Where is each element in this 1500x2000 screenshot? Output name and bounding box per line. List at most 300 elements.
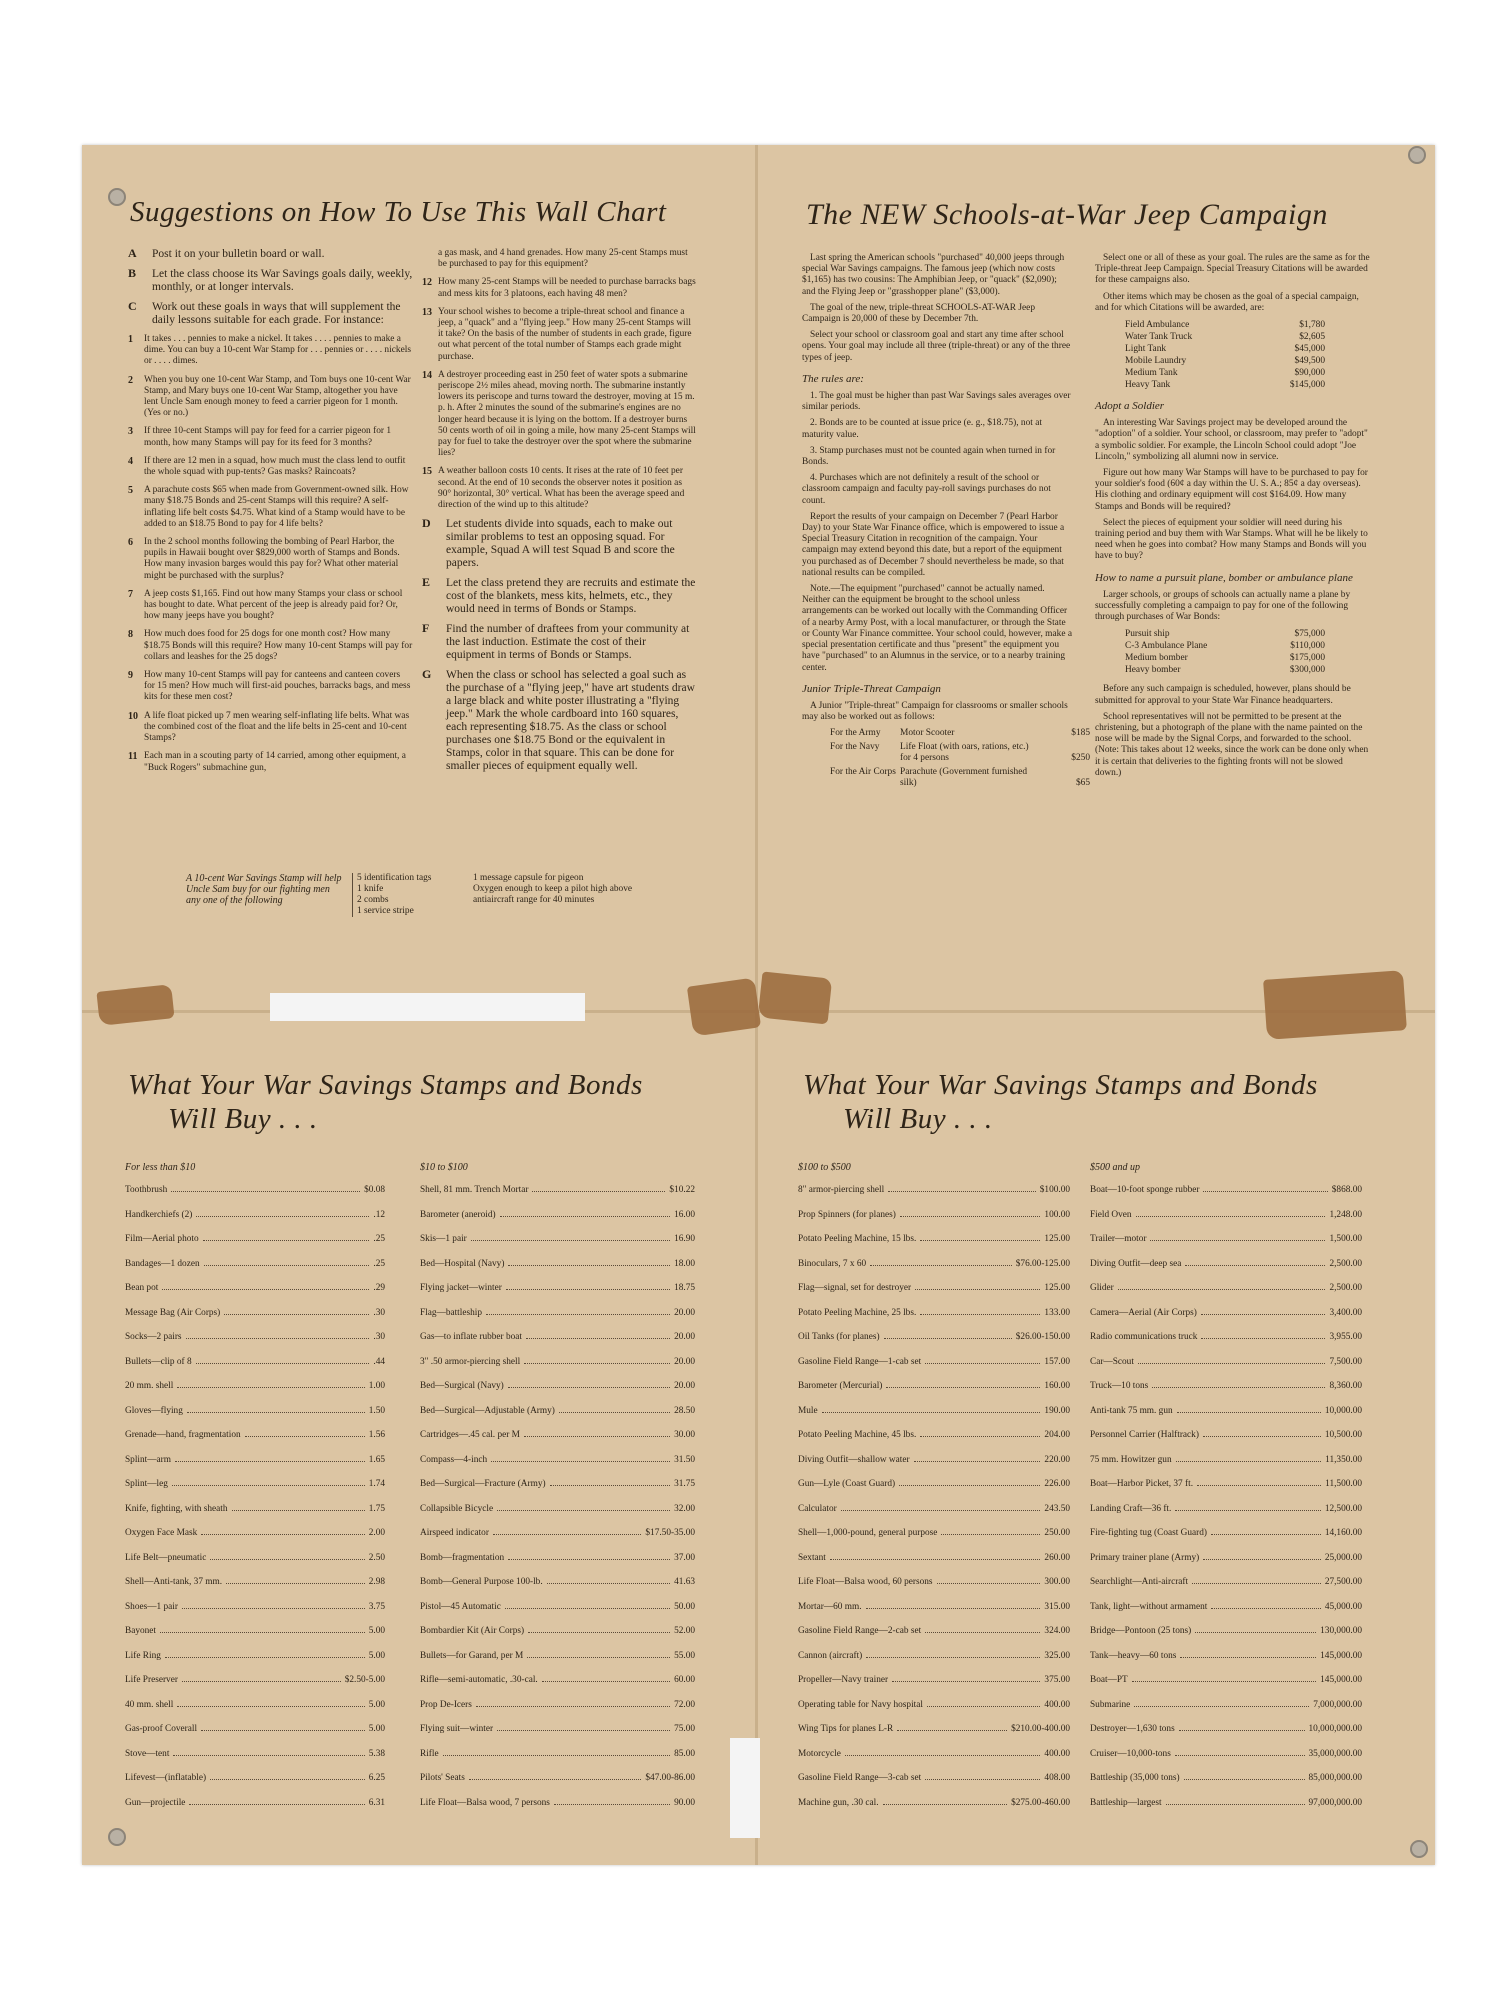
item-price: 37.00 bbox=[674, 1552, 695, 1563]
item-name: Prop Spinners (for planes) bbox=[798, 1209, 896, 1220]
intro-paragraph: Select your school or classroom goal and start any time after school opens. Your goal may include all three (triple-threat) or any of the three types of jeep. bbox=[802, 330, 1071, 363]
item-price: 400.00 bbox=[1044, 1699, 1070, 1710]
goal-item-price: $2,605 bbox=[1299, 332, 1325, 343]
price-row bbox=[420, 1626, 695, 1651]
price-list-heading: For less than $10 bbox=[125, 1162, 196, 1173]
dot-leader bbox=[1211, 1534, 1321, 1535]
item-name: Bombardier Kit (Air Corps) bbox=[420, 1626, 525, 1636]
suggestion-item bbox=[128, 456, 413, 478]
price-row bbox=[420, 1528, 695, 1553]
suggestion-label: 5 bbox=[128, 485, 133, 497]
item-price: .30 bbox=[373, 1332, 385, 1342]
item-price: 375.00 bbox=[1044, 1675, 1070, 1685]
item-price: 5.00 bbox=[368, 1724, 385, 1734]
item-price: 160.00 bbox=[1044, 1381, 1070, 1391]
item-name: Radio communications truck bbox=[1090, 1332, 1198, 1342]
dot-leader bbox=[189, 1804, 364, 1805]
dot-leader bbox=[508, 1559, 670, 1560]
dot-leader bbox=[182, 1681, 341, 1682]
item-name: Searchlight—Anti-aircraft bbox=[1090, 1577, 1189, 1587]
goal-item-price: $49,500 bbox=[1294, 356, 1325, 367]
footnote-lead: A 10-cent War Savings Stamp will help Uncle Sam buy for our fighting men any one of the following bbox=[186, 873, 342, 906]
item-price: 315.00 bbox=[1044, 1601, 1070, 1612]
dot-leader bbox=[866, 1608, 1041, 1609]
item-price: 1,500.00 bbox=[1329, 1234, 1362, 1244]
suggestion-text: A jeep costs $1,165. Find out how many Stamps your class or school has bought to date. What percent of the jeep is already paid for? Or, how many jeeps have you bought? bbox=[144, 588, 403, 622]
dot-leader bbox=[888, 1191, 1036, 1192]
dot-leader bbox=[925, 1779, 1040, 1780]
item-name: Anti-tank 75 mm. gun bbox=[1090, 1405, 1173, 1416]
dot-leader bbox=[845, 1755, 1041, 1756]
price-row bbox=[1090, 1675, 1362, 1700]
item-price: 18.75 bbox=[674, 1283, 695, 1293]
dot-leader bbox=[182, 1608, 365, 1609]
price-row bbox=[125, 1798, 385, 1823]
item-name: Airspeed indicator bbox=[420, 1528, 489, 1538]
item-price: $47.00-86.00 bbox=[645, 1773, 695, 1783]
item-price: 16.90 bbox=[674, 1234, 695, 1244]
dot-leader bbox=[469, 1779, 642, 1780]
price-row bbox=[798, 1381, 1070, 1406]
item-price: $275.00-460.00 bbox=[1011, 1797, 1070, 1808]
suggestion-label: E bbox=[422, 575, 431, 590]
dot-leader bbox=[559, 1412, 670, 1413]
junior-row bbox=[830, 741, 1090, 765]
item-name: Skis—1 pair bbox=[420, 1234, 467, 1244]
item-price: 35,000,000.00 bbox=[1308, 1748, 1362, 1759]
dot-leader bbox=[822, 1412, 1041, 1413]
item-price: 20.00 bbox=[674, 1307, 695, 1318]
plane-item-name: Pursuit ship bbox=[1125, 629, 1170, 640]
price-row bbox=[125, 1773, 385, 1798]
dot-leader bbox=[1203, 1436, 1321, 1437]
dot-leader bbox=[1118, 1289, 1326, 1290]
item-name: Flying suit—winter bbox=[420, 1724, 494, 1734]
price-row bbox=[125, 1259, 385, 1284]
suggestion-item bbox=[128, 334, 413, 368]
plane-heading: How to name a pursuit plane, bomber or ambulance plane bbox=[1095, 571, 1353, 584]
dot-leader bbox=[172, 1485, 365, 1486]
suggestion-item bbox=[128, 426, 413, 448]
item-price: 125.00 bbox=[1044, 1283, 1070, 1293]
item-price: 220.00 bbox=[1044, 1454, 1070, 1465]
dot-leader bbox=[204, 1265, 370, 1266]
item-name: Knife, fighting, with sheath bbox=[125, 1503, 228, 1514]
suggestion-label: A bbox=[128, 246, 137, 260]
dot-leader bbox=[1176, 1461, 1322, 1462]
will-buy-title-left-line1: What Your War Savings Stamps and Bonds bbox=[128, 1069, 643, 1101]
item-price: $17.50-35.00 bbox=[645, 1528, 695, 1538]
item-price: .30 bbox=[373, 1307, 385, 1318]
item-name: Shell, 81 mm. Trench Mortar bbox=[420, 1185, 529, 1195]
item-name: Gloves—flying bbox=[125, 1405, 183, 1416]
price-list-heading: $500 and up bbox=[1090, 1162, 1140, 1173]
price-row bbox=[1090, 1455, 1362, 1480]
price-list-heading: $100 to $500 bbox=[798, 1162, 851, 1173]
price-row bbox=[798, 1798, 1070, 1823]
item-name: Life Belt—pneumatic bbox=[125, 1552, 207, 1563]
item-price: $868.00 bbox=[1331, 1185, 1362, 1195]
price-row bbox=[798, 1283, 1070, 1308]
dot-leader bbox=[1150, 1240, 1325, 1241]
item-name: Field Oven bbox=[1090, 1209, 1132, 1220]
price-row bbox=[798, 1479, 1070, 1504]
item-price: 8,360.00 bbox=[1329, 1381, 1362, 1391]
item-name: Propeller—Navy trainer bbox=[798, 1675, 889, 1685]
plane-paragraph: School representatives will not be permitted to be present at the christening, but a photograph of the plane with the name painted on the nose will be made by the Signal Corps, and forwarded to the school. (Note: This takes about 12 weeks, since the work can be done only when it is certain that deliveries to the fighting fronts will not be slowed down.) bbox=[1095, 711, 1369, 778]
goal-item-price: $145,000 bbox=[1289, 380, 1325, 391]
soldier-paragraph: Figure out how many War Stamps will have to be purchased to pay for your soldier's food (60¢ a day within the U. S. A.; 85¢ a day overseas). His clothing and ordinary equipment will cost $164.09. How many Stamps and Bonds will be required? bbox=[1095, 468, 1368, 512]
goal-item-name: Heavy Tank bbox=[1125, 380, 1171, 391]
price-row bbox=[125, 1357, 385, 1382]
price-row bbox=[420, 1455, 695, 1480]
price-row bbox=[125, 1724, 385, 1749]
item-name: Rifle—semi-automatic, .30-cal. bbox=[420, 1675, 538, 1685]
item-name: Boat—Harbor Picket, 37 ft. bbox=[1090, 1479, 1194, 1489]
price-row bbox=[1090, 1528, 1362, 1553]
item-name: Tank—heavy—60 tons bbox=[1090, 1650, 1177, 1661]
item-name: Flying jacket—winter bbox=[420, 1283, 502, 1293]
item-price: 2.98 bbox=[368, 1577, 385, 1587]
item-price: 11,500.00 bbox=[1325, 1479, 1362, 1489]
price-row bbox=[420, 1332, 695, 1357]
item-price: 190.00 bbox=[1044, 1405, 1070, 1416]
item-price: 145,000.00 bbox=[1320, 1650, 1362, 1661]
dot-leader bbox=[841, 1510, 1041, 1511]
item-name: Lifevest—(inflatable) bbox=[125, 1773, 207, 1783]
item-price: 6.25 bbox=[368, 1773, 385, 1783]
item-price: 1.00 bbox=[368, 1381, 385, 1391]
price-row bbox=[420, 1430, 695, 1455]
campaign-paragraph: Select one or all of these as your goal. The rules are the same as for the Triple-threat Jeep Campaign. Special Treasury Citations will be awarded for these campaigns also. bbox=[1095, 253, 1370, 286]
dot-leader bbox=[528, 1632, 670, 1633]
dot-leader bbox=[201, 1534, 364, 1535]
plane-intro: Larger schools, or groups of schools can actually name a plane by successfully completing a campaign to pay for one of the following through purchases of War Bonds: bbox=[1095, 589, 1351, 623]
item-name: Pistol—45 Automatic bbox=[420, 1601, 501, 1612]
suggestion-text: a gas mask, and 4 hand grenades. How many 25-cent Stamps must be purchased to pay for this equipment? bbox=[438, 248, 688, 270]
dot-leader bbox=[1203, 1191, 1327, 1192]
item-price: 85.00 bbox=[674, 1748, 695, 1759]
will-buy-title-right bbox=[803, 1068, 1318, 1136]
item-price: 133.00 bbox=[1044, 1307, 1070, 1318]
suggestion-item bbox=[422, 370, 697, 460]
rule-paragraph: 3. Stamp purchases must not be counted again when turned in for Bonds. bbox=[802, 445, 1056, 468]
price-row bbox=[1090, 1798, 1362, 1823]
price-row bbox=[798, 1675, 1070, 1700]
item-price: 7,000,000.00 bbox=[1313, 1699, 1362, 1710]
item-price: $210.00-400.00 bbox=[1011, 1724, 1070, 1734]
suggestion-item bbox=[422, 669, 697, 773]
dot-leader bbox=[506, 1289, 670, 1290]
white-strip-bottom bbox=[730, 1738, 760, 1838]
footnote-col2: 1 message capsule for pigeon Oxygen enough to keep a pilot high above antiaircraft range for 40 minutes bbox=[473, 873, 633, 905]
tape-center-right bbox=[758, 971, 832, 1024]
price-row bbox=[1090, 1504, 1362, 1529]
footnote-col1 bbox=[352, 873, 467, 917]
item-name: Potato Peeling Machine, 15 lbs. bbox=[798, 1234, 917, 1244]
price-row bbox=[420, 1406, 695, 1431]
dot-leader bbox=[1184, 1779, 1305, 1780]
plane-item-price: $75,000 bbox=[1294, 629, 1325, 640]
price-row bbox=[1090, 1479, 1362, 1504]
item-price: 5.00 bbox=[368, 1626, 385, 1636]
item-price: 72.00 bbox=[674, 1699, 695, 1710]
price-row bbox=[798, 1651, 1070, 1676]
item-price: $26.00-150.00 bbox=[1015, 1332, 1070, 1342]
dot-leader bbox=[925, 1632, 1040, 1633]
item-name: Fire-fighting tug (Coast Guard) bbox=[1090, 1528, 1207, 1538]
suggestion-item bbox=[128, 485, 413, 530]
item-price: 1.56 bbox=[368, 1430, 385, 1440]
item-price: 27,500.00 bbox=[1324, 1577, 1362, 1587]
item-name: Bullets—clip of 8 bbox=[125, 1356, 192, 1367]
item-name: Oxygen Face Mask bbox=[125, 1528, 198, 1538]
item-price: 12,500.00 bbox=[1324, 1503, 1362, 1514]
price-row bbox=[798, 1749, 1070, 1774]
bottom-right-list-b bbox=[1090, 1162, 1362, 1822]
price-row bbox=[1090, 1724, 1362, 1749]
junior-price: $185 bbox=[1071, 728, 1090, 739]
price-row bbox=[798, 1259, 1070, 1284]
dot-leader bbox=[920, 1314, 1040, 1315]
junior-intro: A Junior "Triple-threat" Campaign for classrooms or smaller schools may also be worked out as follows: bbox=[802, 700, 1068, 723]
item-price: 10,000,000.00 bbox=[1308, 1724, 1362, 1734]
suggestion-text: Post it on your bulletin board or wall. bbox=[152, 248, 325, 260]
price-row bbox=[420, 1724, 695, 1749]
price-row bbox=[798, 1430, 1070, 1455]
suggestion-item bbox=[422, 248, 697, 270]
dot-leader bbox=[937, 1583, 1041, 1584]
will-buy-title-right-line2: Will Buy . . . bbox=[843, 1103, 993, 1135]
price-row bbox=[1090, 1430, 1362, 1455]
price-row bbox=[125, 1234, 385, 1259]
dot-leader bbox=[476, 1706, 670, 1707]
suggestion-text: If there are 12 men in a squad, how much must the class lend to outfit the whole squad with pup-tents? Gas masks? Raincoats? bbox=[144, 455, 406, 478]
price-row bbox=[1090, 1749, 1362, 1774]
rule-paragraph: Note.—The equipment "purchased" cannot be actually named. Neither can the equipment be brought to the school unless arrangements can be worked out locally with the Commanding Officer of a nearby Army Post, with a local manufacturer, or through the State or County War Finance committee. Your school could, however, make a special presentation certificate and thus "present" the equipment you have "purchased" to an Alumnus in the service, or to a nearby training center. bbox=[802, 584, 1072, 673]
junior-item: Motor Scooter bbox=[900, 728, 955, 739]
item-name: Toothbrush bbox=[125, 1185, 168, 1195]
plane-item-name: Heavy bomber bbox=[1125, 665, 1181, 676]
price-row bbox=[125, 1675, 385, 1700]
dot-leader bbox=[1179, 1730, 1305, 1731]
price-row bbox=[125, 1553, 385, 1578]
suggestion-label: 9 bbox=[128, 670, 133, 682]
suggestion-label: 8 bbox=[128, 629, 133, 641]
will-buy-title-left-line2: Will Buy . . . bbox=[168, 1103, 318, 1135]
item-price: 7,500.00 bbox=[1329, 1356, 1362, 1367]
item-price: 75.00 bbox=[674, 1724, 695, 1734]
dot-leader bbox=[914, 1461, 1041, 1462]
dot-leader bbox=[196, 1363, 370, 1364]
suggestion-text: If three 10-cent Stamps will pay for feed for a carrier pigeon for 1 month, how many Stamps will pay for its feed for 3 months? bbox=[144, 426, 392, 448]
price-row bbox=[420, 1308, 695, 1333]
junior-item: Life Float (with oars, rations, etc.) for 4 persons bbox=[900, 741, 1029, 764]
bottom-left-list-a bbox=[125, 1162, 385, 1822]
item-price: 226.00 bbox=[1044, 1479, 1070, 1489]
item-name: Operating table for Navy hospital bbox=[798, 1699, 923, 1710]
item-name: Barometer (Mercurial) bbox=[798, 1381, 883, 1391]
price-row bbox=[125, 1185, 385, 1210]
suggestion-item bbox=[128, 711, 413, 745]
bottom-right-list-a bbox=[798, 1162, 1070, 1822]
item-price: 5.00 bbox=[368, 1650, 385, 1661]
item-name: Binoculars, 7 x 60 bbox=[798, 1258, 867, 1269]
dot-leader bbox=[1211, 1608, 1320, 1609]
dot-leader bbox=[884, 1338, 1012, 1339]
item-name: Bayonet bbox=[125, 1626, 156, 1636]
junior-item: Parachute (Government furnished silk) bbox=[900, 766, 1028, 789]
suggestion-item bbox=[422, 277, 697, 299]
dot-leader bbox=[232, 1510, 365, 1511]
suggestion-label: 1 bbox=[128, 334, 133, 345]
price-row bbox=[798, 1626, 1070, 1651]
price-row bbox=[798, 1577, 1070, 1602]
dot-leader bbox=[1203, 1559, 1321, 1560]
dot-leader bbox=[899, 1485, 1040, 1486]
jeep-left-column bbox=[802, 253, 1090, 792]
price-row bbox=[798, 1234, 1070, 1259]
item-price: 20.00 bbox=[674, 1332, 695, 1342]
item-name: Life Float—Balsa wood, 7 persons bbox=[420, 1797, 550, 1808]
item-name: Bed—Surgical—Adjustable (Army) bbox=[420, 1405, 555, 1416]
price-row bbox=[798, 1455, 1070, 1480]
item-name: Gasoline Field Range—1-cab set bbox=[798, 1356, 922, 1367]
item-price: 408.00 bbox=[1044, 1773, 1070, 1783]
dot-leader bbox=[1197, 1485, 1321, 1486]
suggestion-label bbox=[422, 248, 438, 270]
price-row bbox=[125, 1406, 385, 1431]
campaign-paragraph: Other items which may be chosen as the goal of a special campaign, and for which Citations will be awarded, are: bbox=[1095, 291, 1359, 313]
price-row bbox=[420, 1234, 695, 1259]
item-price: 20.00 bbox=[674, 1356, 695, 1367]
item-name: Bridge—Pontoon (25 tons) bbox=[1090, 1626, 1192, 1636]
item-name: Diving Outfit—shallow water bbox=[798, 1454, 910, 1465]
dot-leader bbox=[443, 1755, 670, 1756]
item-name: Calculator bbox=[798, 1503, 837, 1514]
dot-leader bbox=[897, 1730, 1007, 1731]
goal-item-name: Water Tank Truck bbox=[1125, 332, 1193, 343]
price-row bbox=[798, 1504, 1070, 1529]
suggestion-label: 13 bbox=[422, 306, 432, 318]
dot-leader bbox=[1180, 1657, 1316, 1658]
dot-leader bbox=[524, 1436, 670, 1437]
item-name: Bomb—fragmentation bbox=[420, 1552, 505, 1563]
dot-leader bbox=[165, 1657, 365, 1658]
suggestion-label: 4 bbox=[128, 455, 133, 467]
item-price: 1.65 bbox=[368, 1454, 385, 1465]
suggestion-label: 10 bbox=[128, 710, 138, 722]
item-price: 16.00 bbox=[674, 1209, 695, 1220]
item-name: Compass—4-inch bbox=[420, 1454, 488, 1465]
item-name: Collapsible Bicycle bbox=[420, 1503, 494, 1514]
item-name: Personnel Carrier (Halftrack) bbox=[1090, 1430, 1199, 1440]
item-price: 5.00 bbox=[368, 1699, 385, 1710]
price-row bbox=[798, 1602, 1070, 1627]
suggestion-text: A destroyer proceeding east in 250 feet of water spots a submarine periscope 2½ miles ahead, moving north. The submarine instantly lowers its periscope and turns toward the destroyer, moving at 15 m. p. h. After 2 minutes the sound of the submarine's engines are no longer heard because it is lying on the bottom. If a destroyer burns 50 cents worth of oil in going a mile, how many 25-cent Stamps will pay for fuel to take the destroyer over the spot where the submarine lies? bbox=[438, 369, 696, 459]
price-row bbox=[798, 1308, 1070, 1333]
item-name: Boat—PT bbox=[1090, 1675, 1128, 1685]
item-name: Potato Peeling Machine, 25 lbs. bbox=[798, 1307, 917, 1318]
dot-leader bbox=[1201, 1314, 1326, 1315]
plane-item-price: $110,000 bbox=[1290, 641, 1325, 652]
item-price: $10.22 bbox=[669, 1185, 695, 1195]
item-price: 2.50 bbox=[368, 1552, 385, 1563]
suggestion-item bbox=[128, 751, 413, 773]
item-price: 100.00 bbox=[1044, 1209, 1070, 1220]
dot-leader bbox=[866, 1657, 1040, 1658]
junior-price: $65 bbox=[1075, 778, 1090, 789]
suggestion-label: 14 bbox=[422, 369, 432, 381]
suggestion-item bbox=[128, 248, 413, 261]
item-name: 8" armor-piercing shell bbox=[798, 1185, 885, 1195]
dot-leader bbox=[1177, 1412, 1321, 1413]
item-price: 25,000.00 bbox=[1324, 1552, 1362, 1563]
suggestion-item bbox=[128, 301, 413, 327]
dot-leader bbox=[927, 1706, 1040, 1707]
dot-leader bbox=[1201, 1338, 1325, 1339]
item-name: 20 mm. shell bbox=[125, 1381, 174, 1391]
dot-leader bbox=[542, 1681, 670, 1682]
suggestion-text: How many 25-cent Stamps will be needed to purchase barracks bags and mess kits for 3 platoons, each having 48 men? bbox=[438, 277, 696, 299]
suggestion-item bbox=[128, 268, 413, 294]
dot-leader bbox=[486, 1314, 670, 1315]
price-row bbox=[798, 1553, 1070, 1578]
rule-paragraph: 1. The goal must be higher than past War Savings sales averages over similar periods. bbox=[802, 391, 1071, 413]
goal-item-price: $90,000 bbox=[1294, 368, 1325, 379]
price-row bbox=[125, 1308, 385, 1333]
price-row bbox=[798, 1773, 1070, 1798]
price-row bbox=[420, 1651, 695, 1676]
dot-leader bbox=[883, 1804, 1008, 1805]
price-row bbox=[798, 1724, 1070, 1749]
suggestion-label: 7 bbox=[128, 588, 133, 600]
suggestion-text: In the 2 school months following the bombing of Pearl Harbor, the pupils in Hawaii bought over $829,000 worth of Stamps and Bonds. How many invasion barges would this pay for? What other material might be purchased with the surplus? bbox=[144, 537, 400, 581]
price-row bbox=[798, 1185, 1070, 1210]
price-row bbox=[420, 1675, 695, 1700]
item-price: 6.31 bbox=[368, 1797, 385, 1808]
item-price: 52.00 bbox=[674, 1626, 695, 1636]
item-price: 31.75 bbox=[674, 1479, 695, 1489]
item-name: Splint—arm bbox=[125, 1454, 171, 1465]
item-price: 18.00 bbox=[674, 1258, 695, 1269]
item-name: Gasoline Field Range—3-cab set bbox=[798, 1773, 922, 1783]
item-price: 32.00 bbox=[674, 1503, 695, 1514]
item-price: 157.00 bbox=[1044, 1356, 1070, 1367]
price-row bbox=[420, 1479, 695, 1504]
item-name: Car—Scout bbox=[1090, 1356, 1134, 1367]
price-row bbox=[125, 1700, 385, 1725]
suggestion-text: Find the number of draftees from your community at the last induction. Estimate the cost of their equipment in terms of Bonds or Stamps. bbox=[446, 623, 690, 662]
junior-branch: For the Navy bbox=[830, 741, 880, 752]
item-price: 2,500.00 bbox=[1329, 1258, 1362, 1269]
item-name: Pilots' Seats bbox=[420, 1773, 465, 1783]
soldier-paragraph: An interesting War Savings project may be developed around the "adoption" of a soldier. Your school, or classroom, may prefer to "adopt" a symbolic soldier. For example, the Lincoln School could adopt "Joe Lincoln," symbolizing all alumni now in service. bbox=[1095, 418, 1368, 462]
suggestion-item bbox=[422, 577, 697, 616]
suggestion-item bbox=[128, 375, 413, 420]
dot-leader bbox=[171, 1191, 360, 1192]
item-name: Diving Outfit—deep sea bbox=[1090, 1258, 1182, 1269]
item-name: Socks—2 pairs bbox=[125, 1332, 182, 1342]
price-row bbox=[1090, 1577, 1362, 1602]
suggestion-text: Let the class pretend they are recruits and estimate the cost of the blankets, mess kits, helmets, etc., they would need in terms of Bonds or Stamps. bbox=[446, 577, 696, 616]
junior-heading: Junior Triple-Threat Campaign bbox=[802, 682, 941, 695]
pin-top-left bbox=[108, 188, 126, 206]
suggestion-text: It takes . . . pennies to make a nickel. It takes . . . . pennies to make a dime. You can buy a 10-cent War Stamp for . . . pennies or . . . . nickels or . . . . dimes. bbox=[144, 334, 411, 367]
suggestion-item bbox=[422, 623, 697, 662]
suggestion-label: 12 bbox=[422, 277, 432, 289]
item-price: 30.00 bbox=[674, 1430, 695, 1440]
